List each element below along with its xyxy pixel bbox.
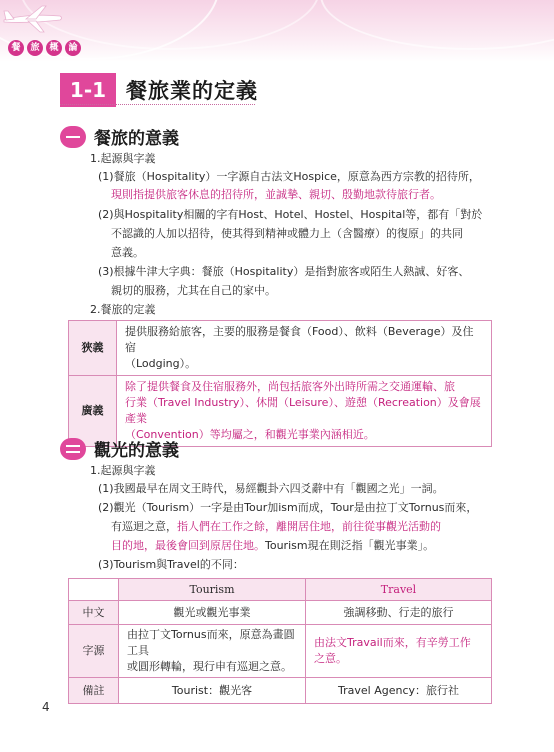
section-one-icon [60, 126, 86, 148]
definition-line: 除了提供餐食及住宿服務外，尚包括旅客外出時所需之交通運輸、旅 [125, 380, 455, 393]
definition-cell [117, 321, 492, 376]
section-two-icon [60, 438, 86, 460]
definition-line: （Lodging）。 [125, 357, 197, 370]
item-title: 1.起源與字義 [90, 464, 156, 477]
cell-line: 或圓形轉輪，現行申有巡迴之意。 [127, 660, 292, 673]
item-title: 1.起源與字義 [90, 152, 156, 165]
series-title-badge [8, 38, 81, 58]
text-run-highlight: 目的地，最後會回到原居住地。 [111, 539, 265, 552]
text-run: 有巡迴之意， [111, 520, 177, 533]
cell-line: 由法文Travail而來，有辛勞工作 [314, 636, 471, 649]
paragraph-line: (2)觀光（Tourism）一字是由Tour加ism而成，Tour是由拉丁文Tornus而來， [98, 501, 478, 514]
airplane-icon [2, 2, 64, 36]
paragraph-line: (3)Tourism與Travel的不同： [98, 558, 244, 571]
chapter-number: 1-1 [60, 73, 116, 107]
definition-table [68, 320, 492, 447]
header-cell-blank [69, 579, 119, 601]
decorative-swirl [320, 0, 554, 50]
paragraph-line: 不認識的人加以招待，使其得到精神或體力上（含醫療）的復原」的共同 [111, 227, 463, 240]
table-row [69, 321, 492, 376]
comparison-table [68, 578, 492, 704]
table-cell [306, 625, 492, 678]
series-char: 餐 [8, 40, 24, 56]
table-cell [119, 625, 306, 678]
series-char: 概 [46, 40, 62, 56]
header-cell: Tourism [119, 579, 306, 601]
text-run: (2)與Hospitality相關的字有Host、Hotel、Hostel、Hospital等，都有「對於 [98, 208, 483, 221]
chapter-underline [60, 104, 255, 105]
row-header-cell: 備註 [69, 678, 119, 704]
paragraph-line: 親切的服務，尤其在自己的家中。 [111, 284, 276, 297]
table-header-row [69, 579, 492, 601]
text-run-highlight: 指人們在工作之餘，離開居住地，前往從事觀光活動的 [177, 520, 441, 533]
item-title: 2.餐旅的定義 [90, 303, 156, 316]
row-header-cell: 中文 [69, 601, 119, 625]
table-cell: 強調移動、行走的旅行 [306, 601, 492, 625]
table-cell: Travel Agency：旅行社 [306, 678, 492, 704]
section-title: 餐旅的意義 [94, 129, 179, 149]
table-row [69, 678, 492, 704]
series-char: 旅 [27, 40, 43, 56]
row-header-cell: 字源 [69, 625, 119, 678]
definition-line: （Convention）等均屬之，和觀光事業內涵相近。 [125, 428, 375, 441]
paragraph-line: (3)根據牛津大字典：餐旅（Hospitality）是指對旅客或陌生人熱誠、好客、 [98, 265, 470, 278]
header-cell: Travel [306, 579, 492, 601]
table-cell: 觀光或觀光事業 [119, 601, 306, 625]
paragraph-line: (1)餐旅（Hospitality）一字源自古法文Hospice，原意為西方宗教的招待所， [98, 170, 480, 183]
page-number: 4 [42, 700, 50, 714]
table-cell: Tourist：觀光客 [119, 678, 306, 704]
definition-line: 行業（Travel Industry）、休閒（Leisure）、遊憩（Recreation）及會展產業 [125, 396, 481, 425]
paragraph-line [111, 518, 441, 535]
cell-line: 之意。 [314, 652, 347, 665]
series-char: 論 [65, 40, 81, 56]
section-title: 觀光的意義 [94, 441, 179, 461]
section-heading [60, 124, 179, 149]
table-row [69, 601, 492, 625]
header-band [0, 0, 554, 62]
term-cell: 狹義 [69, 321, 117, 376]
paragraph-line [111, 537, 434, 554]
table-row [69, 625, 492, 678]
paragraph-line: (1)我國最早在周文王時代，易經觀卦六四爻辭中有「觀國之光」一詞。 [98, 482, 444, 495]
paragraph-line [98, 206, 482, 223]
chapter-heading [60, 73, 258, 107]
cell-line: 由拉丁文Tornus而來，原意為畫圓工具 [127, 628, 295, 657]
definition-line: 提供服務給旅客，主要的服務是餐食（Food）、飲料（Beverage）及住宿 [125, 325, 474, 354]
paragraph-line: 意義。 [111, 246, 144, 259]
chapter-title: 餐旅業的定義 [126, 79, 258, 103]
term-cell: 廣義 [69, 376, 117, 447]
text-run: Tourism現在則泛指「觀光事業」。 [265, 539, 435, 552]
paragraph-line-highlight: 現則指提供旅客休息的招待所，並誠摯、親切、殷勤地款待旅行者。 [111, 188, 441, 201]
section-heading [60, 436, 179, 461]
